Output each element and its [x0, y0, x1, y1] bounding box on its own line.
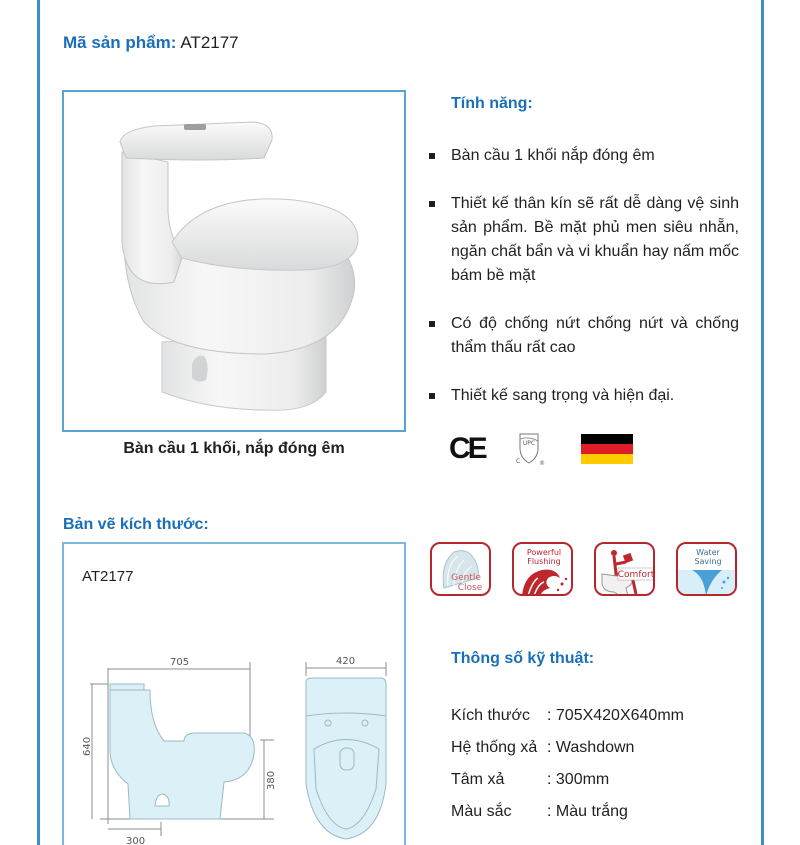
svg-text:705: 705: [170, 657, 190, 668]
gentle-close-icon: [430, 542, 491, 596]
technical-drawing-icon: [64, 544, 406, 845]
product-code-value: AT2177: [180, 33, 239, 52]
feature-text: Thiết kế thân kín sẽ rất dễ dàng vệ sinh sản phẩm. Bề mặt phủ men siêu nhẵn, ngăn chất bẩn và vi khuẩn hay nấm mốc bám bề mặt: [451, 195, 739, 284]
photo-caption: Bàn cầu 1 khối, nắp đóng êm: [123, 440, 345, 457]
specs-title: Thông số kỹ thuật:: [451, 650, 595, 667]
features-title: Tính năng:: [451, 95, 533, 112]
svg-text:Close: Close: [457, 583, 483, 593]
page-frame-left: [37, 0, 40, 845]
spec-label: Hệ thống xả: [451, 739, 538, 756]
spec-label: Kích thước: [451, 707, 531, 724]
spec-value: : 300mm: [547, 771, 610, 788]
bullet-icon: [429, 201, 435, 207]
feature-item: [427, 312, 739, 360]
spec-label: Tâm xả: [451, 771, 505, 788]
svg-text:640: 640: [82, 736, 93, 756]
page-frame-right: [761, 0, 764, 845]
drawing-title: Bản vẽ kích thước:: [63, 516, 209, 533]
product-code-label: Mã sản phẩm:: [63, 33, 177, 52]
bullet-icon: [429, 393, 435, 399]
svg-text:®: ®: [539, 460, 545, 466]
spec-row: [451, 796, 684, 828]
svg-text:Flushing: Flushing: [527, 557, 561, 566]
feature-text: Thiết kế sang trọng và hiện đại.: [451, 387, 675, 404]
germany-flag-icon: [581, 434, 633, 464]
comfort-icon: [594, 542, 655, 596]
feature-text: Có độ chống nứt chống nứt và chống thẩm thấu rất cao: [451, 315, 739, 356]
spec-value: : Màu trắng: [547, 803, 628, 820]
svg-text:380: 380: [266, 770, 277, 790]
spec-value: : 705X420X640mm: [547, 707, 684, 724]
feature-icons: [430, 542, 737, 596]
certifications: [449, 432, 633, 466]
spec-value: : Washdown: [547, 739, 635, 756]
feature-item: [427, 192, 739, 288]
water-saving-icon: [676, 542, 737, 596]
svg-text:420: 420: [336, 656, 356, 667]
feature-text: Bàn cầu 1 khối nắp đóng êm: [451, 147, 655, 164]
svg-text:C: C: [516, 458, 521, 465]
bullet-icon: [429, 321, 435, 327]
spec-row: [451, 764, 684, 796]
product-photo: [62, 90, 406, 432]
svg-text:UPC: UPC: [522, 440, 536, 447]
bullet-icon: [429, 153, 435, 159]
product-code: [63, 33, 239, 53]
dimension-drawing: [62, 542, 406, 845]
feature-item: [427, 144, 739, 168]
svg-text:Gentle: Gentle: [451, 573, 481, 583]
features-list: [427, 144, 739, 432]
toilet-photo-icon: [64, 92, 404, 430]
upc-shield-icon: [513, 432, 545, 466]
svg-text:Water: Water: [696, 548, 720, 557]
ce-mark-icon: CE: [449, 432, 485, 465]
drawing-model-label: AT2177: [82, 568, 134, 585]
spec-row: [451, 732, 684, 764]
svg-text:Comfort: Comfort: [617, 570, 655, 580]
powerful-flushing-icon: [512, 542, 573, 596]
feature-item: [427, 384, 739, 408]
spec-label: Màu sắc: [451, 803, 512, 820]
svg-text:300: 300: [126, 836, 146, 845]
svg-text:Powerful: Powerful: [526, 548, 562, 557]
spec-row: [451, 700, 684, 732]
svg-text:Saving: Saving: [694, 557, 722, 566]
specs-table: [451, 700, 684, 828]
